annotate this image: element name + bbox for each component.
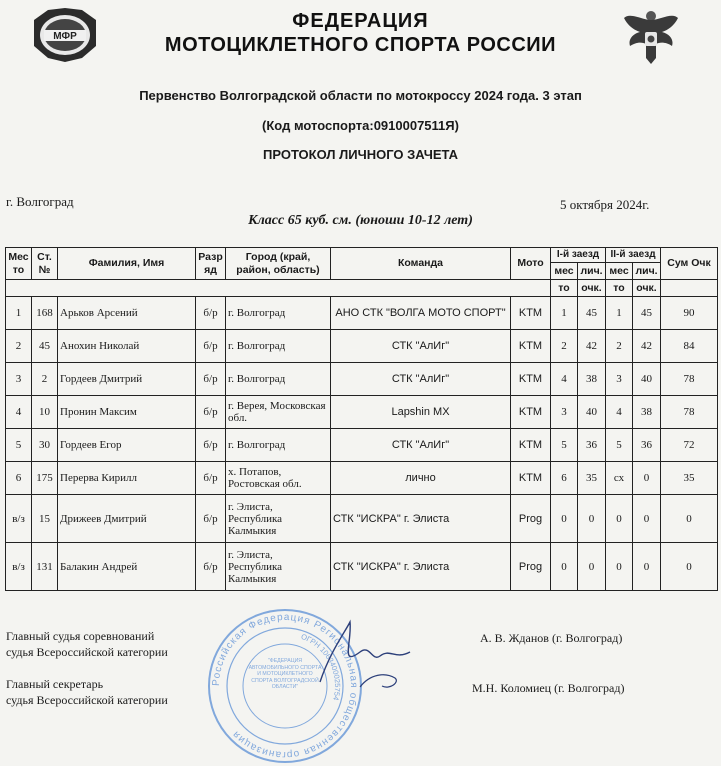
header-team: Команда [331, 248, 511, 280]
row-name: Гордеев Дмитрий [58, 363, 196, 396]
row-moto: KTM [511, 330, 551, 363]
row-start: 175 [32, 462, 58, 495]
header-race1-pos-top: мес [551, 263, 578, 280]
header-race1-pos-bottom: то [551, 280, 578, 297]
row-start: 2 [32, 363, 58, 396]
row-race2-pts: 40 [633, 363, 661, 396]
row-race1-pos: 3 [551, 396, 578, 429]
secretary-title [6, 676, 168, 708]
row-start: 45 [32, 330, 58, 363]
row-name: Перерва Кирилл [58, 462, 196, 495]
table-row [6, 396, 718, 429]
row-race2-pos: 0 [606, 495, 633, 543]
row-sum: 78 [661, 363, 718, 396]
row-sum: 90 [661, 297, 718, 330]
row-rank: б/р [196, 363, 226, 396]
row-race2-pts: 0 [633, 543, 661, 591]
header-start: Ст. № [32, 248, 58, 280]
row-race1-pos: 6 [551, 462, 578, 495]
row-race2-pos: 4 [606, 396, 633, 429]
row-team: СТК "ИСКРА" г. Элиста [331, 495, 511, 543]
header-race1: I-й заезд [551, 248, 606, 263]
row-race1-pts: 0 [578, 495, 606, 543]
svg-text:МФР: МФР [53, 31, 77, 42]
row-race1-pts: 40 [578, 396, 606, 429]
row-race2-pts: 0 [633, 462, 661, 495]
protocol-title: ПРОТОКОЛ ЛИЧНОГО ЗАЧЕТА [262, 147, 459, 162]
row-race1-pts: 0 [578, 543, 606, 591]
row-moto: KTM [511, 462, 551, 495]
row-place: 4 [6, 396, 32, 429]
row-race1-pos: 5 [551, 429, 578, 462]
row-start: 30 [32, 429, 58, 462]
event-title: Первенство Волгоградской области по мотокроссу 2024 года. 3 этап [139, 88, 582, 103]
row-moto: Prog [511, 543, 551, 591]
row-team: Lapshin MX [331, 396, 511, 429]
header-sum: Сум Очк [661, 248, 718, 280]
row-place: 1 [6, 297, 32, 330]
row-race2-pos: 5 [606, 429, 633, 462]
row-team: СТК "АлИг" [331, 363, 511, 396]
row-team: АНО СТК "ВОЛГА МОТО СПОРТ" [331, 297, 511, 330]
header-race2: II-й заезд [606, 248, 661, 263]
row-moto: Prog [511, 495, 551, 543]
row-rank: б/р [196, 429, 226, 462]
federation-title-line1: ФЕДЕРАЦИЯ [292, 10, 429, 32]
secretary-title-line2: судья Всероссийской категории [6, 693, 168, 708]
handwritten-signature-icon [300, 612, 420, 702]
header-rank: Разр яд [196, 248, 226, 280]
row-name: Гордеев Егор [58, 429, 196, 462]
row-moto: KTM [511, 429, 551, 462]
row-city: г. Элиста, Республика Калмыкия [226, 543, 331, 591]
row-city: х. Потапов, Ростовская обл. [226, 462, 331, 495]
row-rank: б/р [196, 396, 226, 429]
row-race1-pts: 42 [578, 330, 606, 363]
header-race1-pts-bottom: очк. [578, 280, 606, 297]
row-team: СТК "ИСКРА" г. Элиста [331, 543, 511, 591]
stamp-ring-text: Российская Федерация Региональная общественная организация [210, 611, 360, 761]
row-race2-pos: 1 [606, 297, 633, 330]
table-row [6, 429, 718, 462]
row-race2-pos: 0 [606, 543, 633, 591]
event-city: г. Волгоград [6, 194, 74, 209]
table-row [6, 330, 718, 363]
row-start: 10 [32, 396, 58, 429]
row-sum: 0 [661, 543, 718, 591]
row-race2-pts: 38 [633, 396, 661, 429]
row-race1-pts: 35 [578, 462, 606, 495]
row-team: лично [331, 462, 511, 495]
header-race1-pts-top: лич. [578, 263, 606, 280]
federation-title-line2: МОТОЦИКЛЕТНОГО СПОРТА РОССИИ [164, 34, 557, 56]
row-race2-pos: 2 [606, 330, 633, 363]
row-start: 15 [32, 495, 58, 543]
header-spacer [6, 280, 551, 297]
row-start: 168 [32, 297, 58, 330]
row-name: Анохин Николай [58, 330, 196, 363]
row-sum: 72 [661, 429, 718, 462]
row-sum: 84 [661, 330, 718, 363]
stamp-center-text: "ФЕДЕРАЦИЯ АВТОМОБИЛЬНОГО СПОРТА И МОТОЦИКЛЕТНОГО СПОРТА ВОЛГОГРАДСКОЙ ОБЛАСТИ" [248, 658, 322, 690]
row-city: г. Волгоград [226, 429, 331, 462]
judge-name: А. В. Жданов (г. Волгоград) [480, 631, 623, 645]
row-race2-pos: 3 [606, 363, 633, 396]
row-sum: 0 [661, 495, 718, 543]
row-rank: б/р [196, 297, 226, 330]
row-place: в/з [6, 495, 32, 543]
row-race1-pos: 0 [551, 495, 578, 543]
row-place: 6 [6, 462, 32, 495]
row-rank: б/р [196, 543, 226, 591]
header-city: Город (край, район, область) [226, 248, 331, 280]
secretary-name: М.Н. Коломиец (г. Волгоград) [472, 681, 625, 695]
row-city: г. Верея, Московская обл. [226, 396, 331, 429]
row-rank: б/р [196, 495, 226, 543]
results-table [5, 247, 718, 591]
row-city: г. Волгоград [226, 297, 331, 330]
event-code: (Код мотоспорта:0910007511Я) [262, 118, 459, 133]
row-city: г. Волгоград [226, 363, 331, 396]
header-moto: Мото [511, 248, 551, 280]
table-row [6, 495, 718, 543]
row-start: 131 [32, 543, 58, 591]
table-row [6, 363, 718, 396]
row-race1-pos: 2 [551, 330, 578, 363]
header-race2-pts-top: лич. [633, 263, 661, 280]
secretary-title-line1: Главный секретарь [6, 677, 104, 691]
row-race2-pts: 45 [633, 297, 661, 330]
row-race1-pos: 0 [551, 543, 578, 591]
class-title: Класс 65 куб. см. (юноши 10-12 лет) [248, 213, 473, 228]
row-race2-pts: 42 [633, 330, 661, 363]
row-city: г. Элиста, Республика Калмыкия [226, 495, 331, 543]
judge-title-line2: судья Всероссийской категории [6, 645, 168, 660]
row-moto: KTM [511, 396, 551, 429]
row-place: 2 [6, 330, 32, 363]
row-sum: 78 [661, 396, 718, 429]
row-moto: KTM [511, 297, 551, 330]
table-row [6, 543, 718, 591]
event-date: 5 октября 2024г. [560, 197, 650, 212]
judge-title-line1: Главный судья соревнований [6, 629, 155, 643]
table-row [6, 462, 718, 495]
header-race2-pos-bottom: то [606, 280, 633, 297]
table-row [6, 297, 718, 330]
header-race2-pts-bottom: очк. [633, 280, 661, 297]
row-rank: б/р [196, 330, 226, 363]
row-name: Пронин Максим [58, 396, 196, 429]
header-name: Фамилия, Имя [58, 248, 196, 280]
row-race1-pts: 38 [578, 363, 606, 396]
row-team: СТК "АлИг" [331, 429, 511, 462]
row-team: СТК "АлИг" [331, 330, 511, 363]
stamp-ogrn: ОГРН 1063400025754 [299, 631, 343, 702]
row-race1-pts: 45 [578, 297, 606, 330]
row-city: г. Волгоград [226, 330, 331, 363]
judge-title [6, 628, 168, 660]
row-race1-pos: 1 [551, 297, 578, 330]
header-race2-pos-top: мес [606, 263, 633, 280]
row-place: 3 [6, 363, 32, 396]
row-sum: 35 [661, 462, 718, 495]
row-race1-pts: 36 [578, 429, 606, 462]
row-place: в/з [6, 543, 32, 591]
row-race1-pos: 4 [551, 363, 578, 396]
row-race2-pts: 0 [633, 495, 661, 543]
row-race2-pts: 36 [633, 429, 661, 462]
row-name: Дрижеев Дмитрий [58, 495, 196, 543]
row-name: Балакин Андрей [58, 543, 196, 591]
row-place: 5 [6, 429, 32, 462]
row-name: Арьков Арсений [58, 297, 196, 330]
row-rank: б/р [196, 462, 226, 495]
header-sum-spacer [661, 280, 718, 297]
row-race2-pos: сх [606, 462, 633, 495]
row-moto: KTM [511, 363, 551, 396]
header-place: Мес то [6, 248, 32, 280]
